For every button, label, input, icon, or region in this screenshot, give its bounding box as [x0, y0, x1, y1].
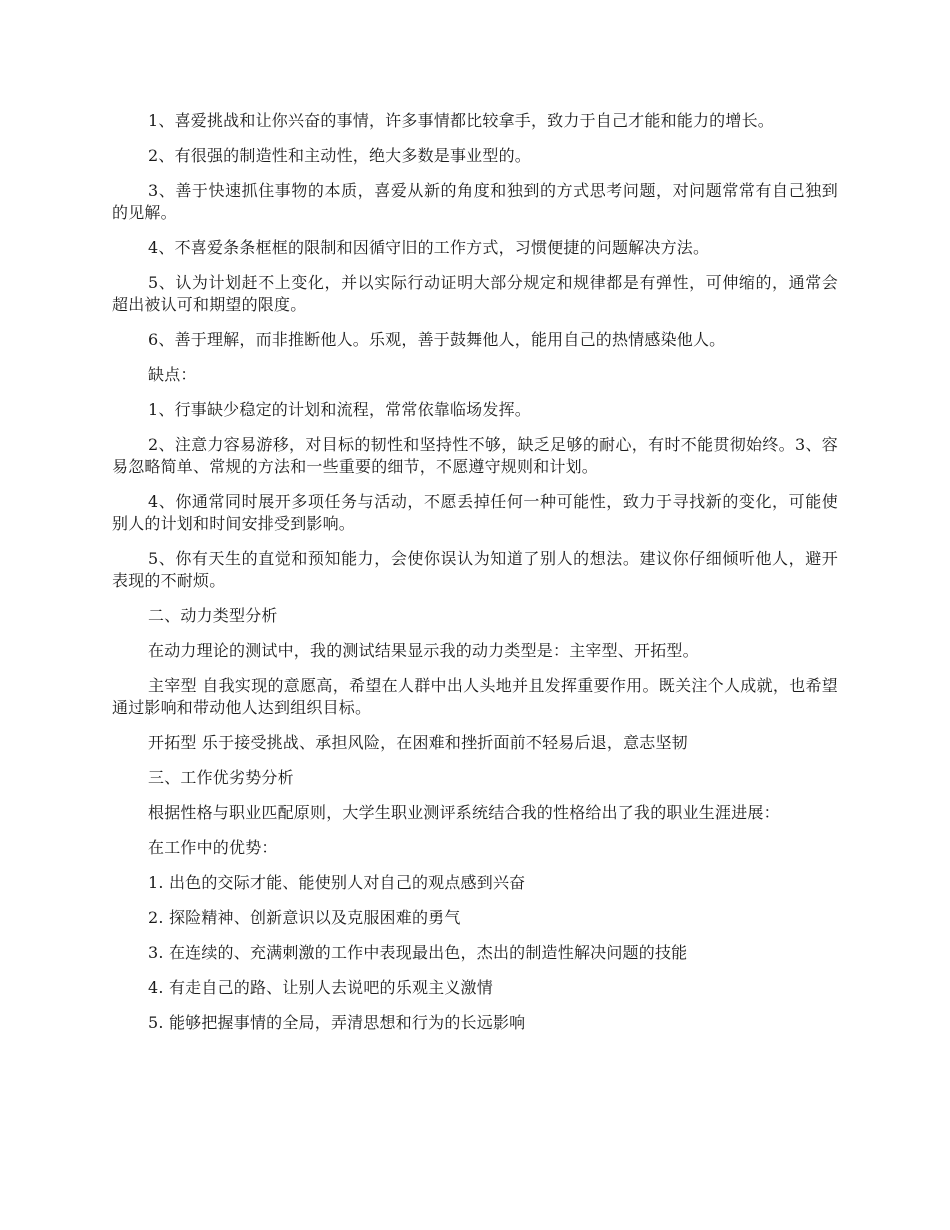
subheading-work-advantages: 在工作中的优势：: [148, 838, 278, 857]
list-item-advantage-2: 2. 探险精神、创新意识以及克服困难的勇气: [148, 908, 461, 927]
list-item-advantage-3: 3. 在连续的、充满刺激的工作中表现最出色，杰出的制造性解决问题的技能: [148, 943, 688, 962]
section-heading-motivation: 二、动力类型分析: [148, 606, 278, 625]
paragraph-strength-2: 2、有很强的制造性和主动性，绝大多数是事业型的。: [148, 146, 531, 165]
paragraph-career-matching: 根据性格与职业匹配原则，大学生职业测评系统结合我的性格给出了我的职业生涯进展：: [148, 803, 780, 822]
list-item-advantage-1: 1. 出色的交际才能、能使别人对自己的观点感到兴奋: [148, 873, 526, 892]
paragraph-weakness-4: 4、你通常同时展开多项任务与活动，不愿丢掉任何一种可能性，致力于寻找新的变化，可能使别人的计划和时间安排受到影响。: [112, 492, 838, 533]
paragraph-strength-3: 3、善于快速抓住事物的本质，喜爱从新的角度和独到的方式思考问题，对问题常常有自己独到的见解。: [112, 181, 838, 222]
list-item-advantage-5: 5. 能够把握事情的全局，弄清思想和行为的长远影响: [148, 1013, 526, 1032]
paragraph-strength-5: 5、认为计划赶不上变化，并以实际行动证明大部分规定和规律都是有弹性，可伸缩的，通常会超出被认可和期望的限度。: [112, 273, 838, 314]
paragraph-pioneer-type: 开拓型 乐于接受挑战、承担风险，在困难和挫折面前不轻易后退，意志坚韧: [148, 733, 688, 752]
paragraph-strength-6: 6、善于理解，而非推断他人。乐观，善于鼓舞他人，能用自己的热情感染他人。: [148, 330, 726, 349]
paragraph-motivation-result: 在动力理论的测试中，我的测试结果显示我的动力类型是：主宰型、开拓型。: [148, 641, 699, 660]
paragraph-dominant-type: 主宰型 自我实现的意愿高，希望在人群中出人头地并且发挥重要作用。既关注个人成就，也希望通过影响和带动他人达到组织目标。: [112, 676, 838, 717]
section-heading-work-analysis: 三、工作优劣势分析: [148, 768, 294, 787]
paragraph-weakness-5: 5、你有天生的直觉和预知能力，会使你误认为知道了别人的想法。建议你仔细倾听他人，避开表现的不耐烦。: [112, 549, 838, 590]
paragraph-strength-1: 1、喜爱挑战和让你兴奋的事情，许多事情都比较拿手，致力于自己才能和能力的增长。: [148, 111, 774, 130]
paragraph-strength-4: 4、不喜爱条条框框的限制和因循守旧的工作方式，习惯便捷的问题解决方法。: [148, 238, 710, 257]
paragraph-weakness-2-3: 2、注意力容易游移，对目标的韧性和坚持性不够，缺乏足够的耐心，有时不能贯彻始终。3、容易忽略简单、常规的方法和一些重要的细节，不愿遵守规则和计划。: [112, 435, 838, 476]
paragraph-weakness-1: 1、行事缺少稳定的计划和流程，常常依靠临场发挥。: [148, 400, 531, 419]
list-item-advantage-4: 4. 有走自己的路、让别人去说吧的乐观主义激情: [148, 978, 493, 997]
heading-weaknesses: 缺点：: [148, 365, 197, 384]
